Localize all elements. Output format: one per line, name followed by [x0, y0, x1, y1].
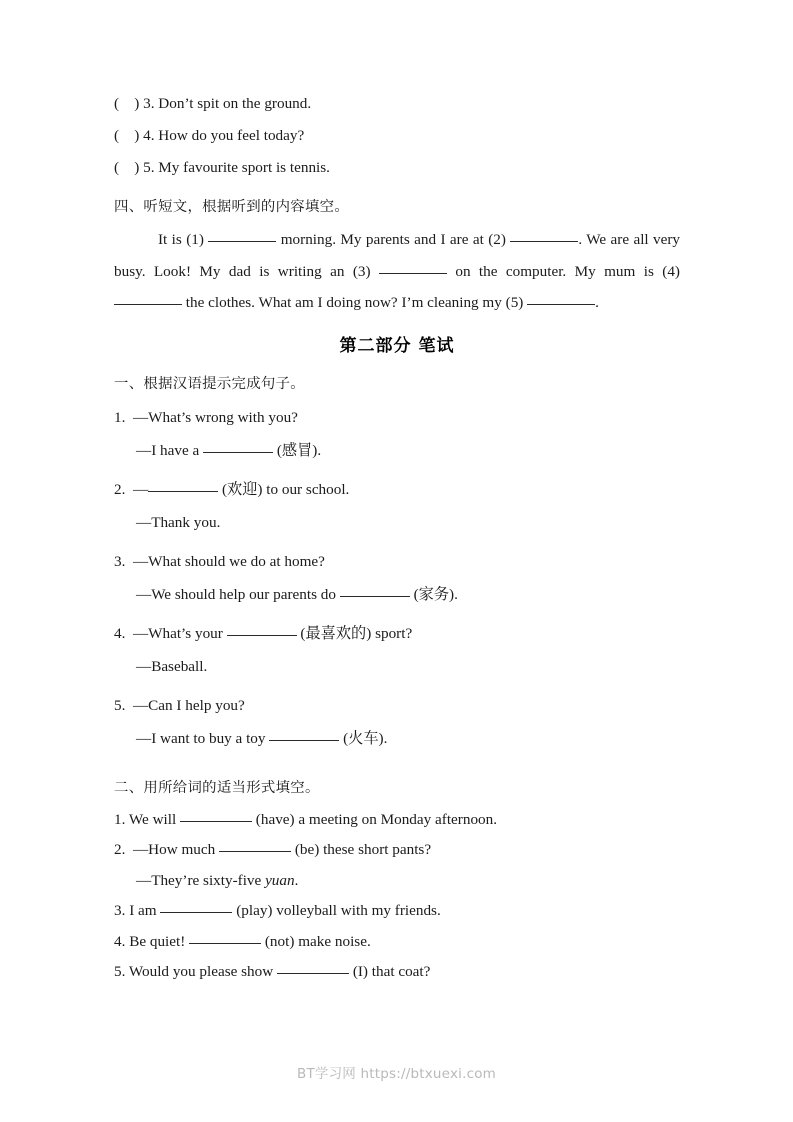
question-4-prompt [114, 617, 680, 650]
passage-blank-4[interactable] [114, 304, 182, 305]
fill-item-2 [114, 835, 680, 866]
fill-item-4 [114, 927, 680, 958]
passage-blank-3[interactable] [379, 273, 447, 274]
listening-judge-list [114, 88, 680, 184]
question-4-answer: —Baseball. [136, 657, 208, 675]
fill-item-2-blank[interactable] [219, 851, 291, 852]
fill-item-3 [114, 896, 680, 927]
spacer [114, 755, 680, 771]
fill-item-1-blank[interactable] [180, 821, 252, 822]
question-2-answer: —Thank you. [136, 513, 221, 531]
passage-segment-6: . [595, 294, 599, 311]
fill-item-5-post: (I) that coat? [349, 963, 431, 980]
question-3-blank[interactable] [340, 596, 410, 597]
fill-item-4-blank[interactable] [189, 943, 261, 944]
question-4-prompt-post: (最喜欢的) sport? [296, 624, 413, 642]
fill-item-1-pre: 1. We will [114, 810, 180, 828]
question-2-prompt-post: (欢迎) to our school. [218, 480, 350, 498]
passage-segment-5: the clothes. What am I doing now? I’m cleaning my (5) [185, 294, 524, 311]
part-two-title: 第二部分 笔试 [339, 335, 455, 356]
passage-blank-5[interactable] [527, 304, 595, 305]
question-2-prompt [114, 473, 680, 506]
question-3-answer-post: (家务). [409, 585, 458, 603]
passage-segment-3: . We are all very busy. Look! My dad is writing an (3) [114, 231, 681, 280]
document-body [114, 88, 680, 988]
fill-item-2-answer-pre: —They’re sixty-five [136, 871, 266, 889]
fill-item-3-blank[interactable] [160, 912, 232, 913]
fill-item-1 [114, 805, 680, 836]
written-section-two-items [114, 805, 680, 988]
written-section-one-heading: 一、根据汉语提示完成句子。 [114, 375, 305, 392]
question-5-blank[interactable] [269, 740, 339, 741]
fill-item-2-pre: 2. —How much [114, 841, 220, 858]
passage-segment-1: It is (1) [158, 231, 204, 248]
written-section-one-items [114, 401, 680, 755]
listening-judge-item-5: ( ) 5. My favourite sport is tennis. [114, 159, 330, 176]
question-2-blank[interactable] [148, 491, 218, 492]
fill-item-5 [114, 957, 680, 988]
question-4-prompt-pre: 4. —What’s your [114, 624, 227, 642]
fill-item-1-post: (have) a meeting on Monday afternoon. [252, 810, 498, 828]
question-3-prompt: 3. —What should we do at home? [114, 552, 325, 570]
question-2-prompt-pre: 2. — [114, 480, 149, 498]
question-5-prompt: 5. —Can I help you? [114, 696, 245, 714]
fill-item-4-pre: 4. Be quiet! [114, 932, 190, 950]
written-section-two-heading: 二、用所给词的适当形式填空。 [114, 779, 320, 796]
question-3-answer [114, 578, 680, 611]
passage-blank-1[interactable] [208, 241, 276, 242]
fill-item-3-post: (play) volleyball with my friends. [232, 902, 441, 919]
question-3-answer-pre: —We should help our parents do [136, 585, 340, 603]
listening-judge-item-3: ( ) 3. Don’t spit on the ground. [114, 95, 312, 112]
question-5-answer-post: (火车). [339, 729, 388, 747]
question-4-blank[interactable] [227, 635, 297, 636]
fill-item-2-post: (be) these short pants? [291, 841, 432, 858]
fill-item-5-pre: 5. Would you please show [114, 963, 278, 980]
question-5-answer [114, 722, 680, 755]
question-1-blank[interactable] [203, 452, 273, 453]
question-1-answer-pre: —I have a [136, 441, 204, 459]
fill-item-5-blank[interactable] [277, 973, 349, 974]
listening-judge-item-4: ( ) 4. How do you feel today? [114, 127, 305, 144]
listening-section-four-heading: 四、听短文，根据听到的内容填空。 [114, 199, 350, 215]
spacer [114, 319, 680, 331]
passage-segment-4: on the computer. My mum is (4) [455, 262, 680, 280]
fill-item-2-answer [114, 866, 680, 897]
fill-item-2-answer-post: . [294, 871, 299, 889]
fill-item-4-post: (not) make noise. [261, 932, 371, 950]
question-5-answer-pre: —I want to buy a toy [136, 729, 270, 747]
passage-segment-2: morning. My parents and I are at (2) [280, 231, 506, 248]
fill-item-2-answer-italic: yuan [265, 871, 295, 889]
question-1-prompt: 1. —What’s wrong with you? [114, 408, 298, 426]
passage-blank-2[interactable] [510, 241, 578, 242]
listening-cloze-passage [114, 224, 680, 319]
fill-item-3-pre: 3. I am [114, 902, 161, 919]
question-1-answer [114, 434, 680, 467]
footer-watermark: BT学习网 https://btxuexi.com [296, 1066, 497, 1082]
question-1-answer-post: (感冒). [273, 441, 322, 459]
